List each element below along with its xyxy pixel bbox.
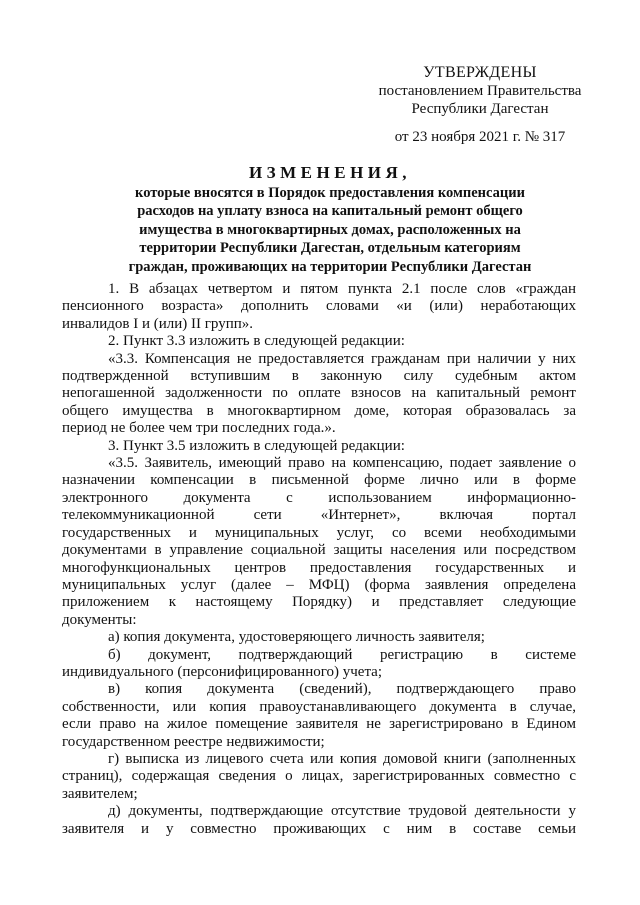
body-line: а) копия документа, удостоверяющего личность заявителя; [108,629,485,646]
body-line: г) выписка из лицевого счета или копия домовой книги (заполненных [108,750,576,767]
body-line: муниципальных услуг (далее – МФЦ) (форма заявления определена [62,576,576,593]
approval-heading: УТВЕРЖДЕНЫ [423,64,537,81]
body-line: «3.5. Заявитель, имеющий право на компенсацию, подает заявление о [108,455,576,472]
approval-stamp [360,64,600,146]
body-line: индивидуального (персонифицированного) учета; [62,663,383,680]
body-line: телекоммуникационной сети «Интернет», включая портал [62,507,576,524]
title-line: граждан, проживающих на территории Республики Дагестан [128,258,532,275]
body-line: страниц), содержащая сведения о лицах, зарегистрированных совместно с [62,768,576,785]
title-line: расходов на уплату взноса на капитальный ремонт общего [137,203,523,220]
body-line: документы: [62,611,137,628]
body-line: «3.3. Компенсация не предоставляется гражданам при наличии у них [108,350,576,367]
body-line: многофункциональных центров предоставления государственных и [62,559,576,576]
body-line: б) документ, подтверждающий регистрацию в системе [108,646,576,663]
body-line: непогашенной задолженности по оплате взносов на капитальный ремонт [62,385,576,402]
body-line: заявителя и у совместно проживающих с ним в составе семьи [62,820,576,837]
body-line: 2. Пункт 3.3 изложить в следующей редакции: [108,333,405,350]
body-line: электронного документа с использованием информационно- [62,489,576,506]
title-main: ИЗМЕНЕНИЯ, [248,163,412,182]
body-line: если право на жилое помещение заявителя не зарегистрировано в Едином [62,716,576,733]
body-line: собственности, или копия правоустанавливающего документа в случае, [62,698,576,715]
body-line: д) документы, подтверждающие отсутствие трудовой деятельности у [108,803,576,820]
title-line: которые вносятся в Порядок предоставления компенсации [135,184,525,201]
body-line: государственном реестре недвижимости; [62,733,325,750]
body-line: период не более чем три последних года.». [62,420,336,437]
body-line: документами в управление социальной защиты населения или посредством [62,542,576,559]
title-line: территории Республики Дагестан, отдельным категориям [139,240,521,257]
body-line: общего имущества в многоквартирном доме, которая образовалась за [62,402,576,419]
body-line: в) копия документа (сведений), подтверждающего право [108,681,576,698]
body-line: приложением к настоящему Порядку) и представляет следующие [62,594,576,611]
body-line: 3. Пункт 3.5 изложить в следующей редакции: [108,437,405,454]
title-line: имущества в многоквартирных домах, расположенных на [139,221,521,238]
approval-date: от 23 ноября 2021 г. № 317 [394,129,566,145]
body-line: 1. В абзацах четвертом и пятом пункта 2.1 после слов «граждан [108,281,576,297]
body-line: назначении компенсации в письменной форме лично или в форме [62,472,576,489]
body-line: государственных и муниципальных услуг, со всеми необходимыми [62,524,576,541]
body-line: инвалидов I и (или) II групп». [62,315,254,332]
document-body [62,281,576,838]
approval-line-1: постановлением Правительства [378,83,582,99]
body-line: подтвержденной вступившим в законную силу судебным актом [62,368,576,385]
body-line: заявителем; [62,785,138,802]
body-line: пенсионного возраста» дополнить словами «и (или) неработающих [62,298,576,315]
document-title [70,164,590,277]
approval-line-2: Республики Дагестан [411,101,549,117]
